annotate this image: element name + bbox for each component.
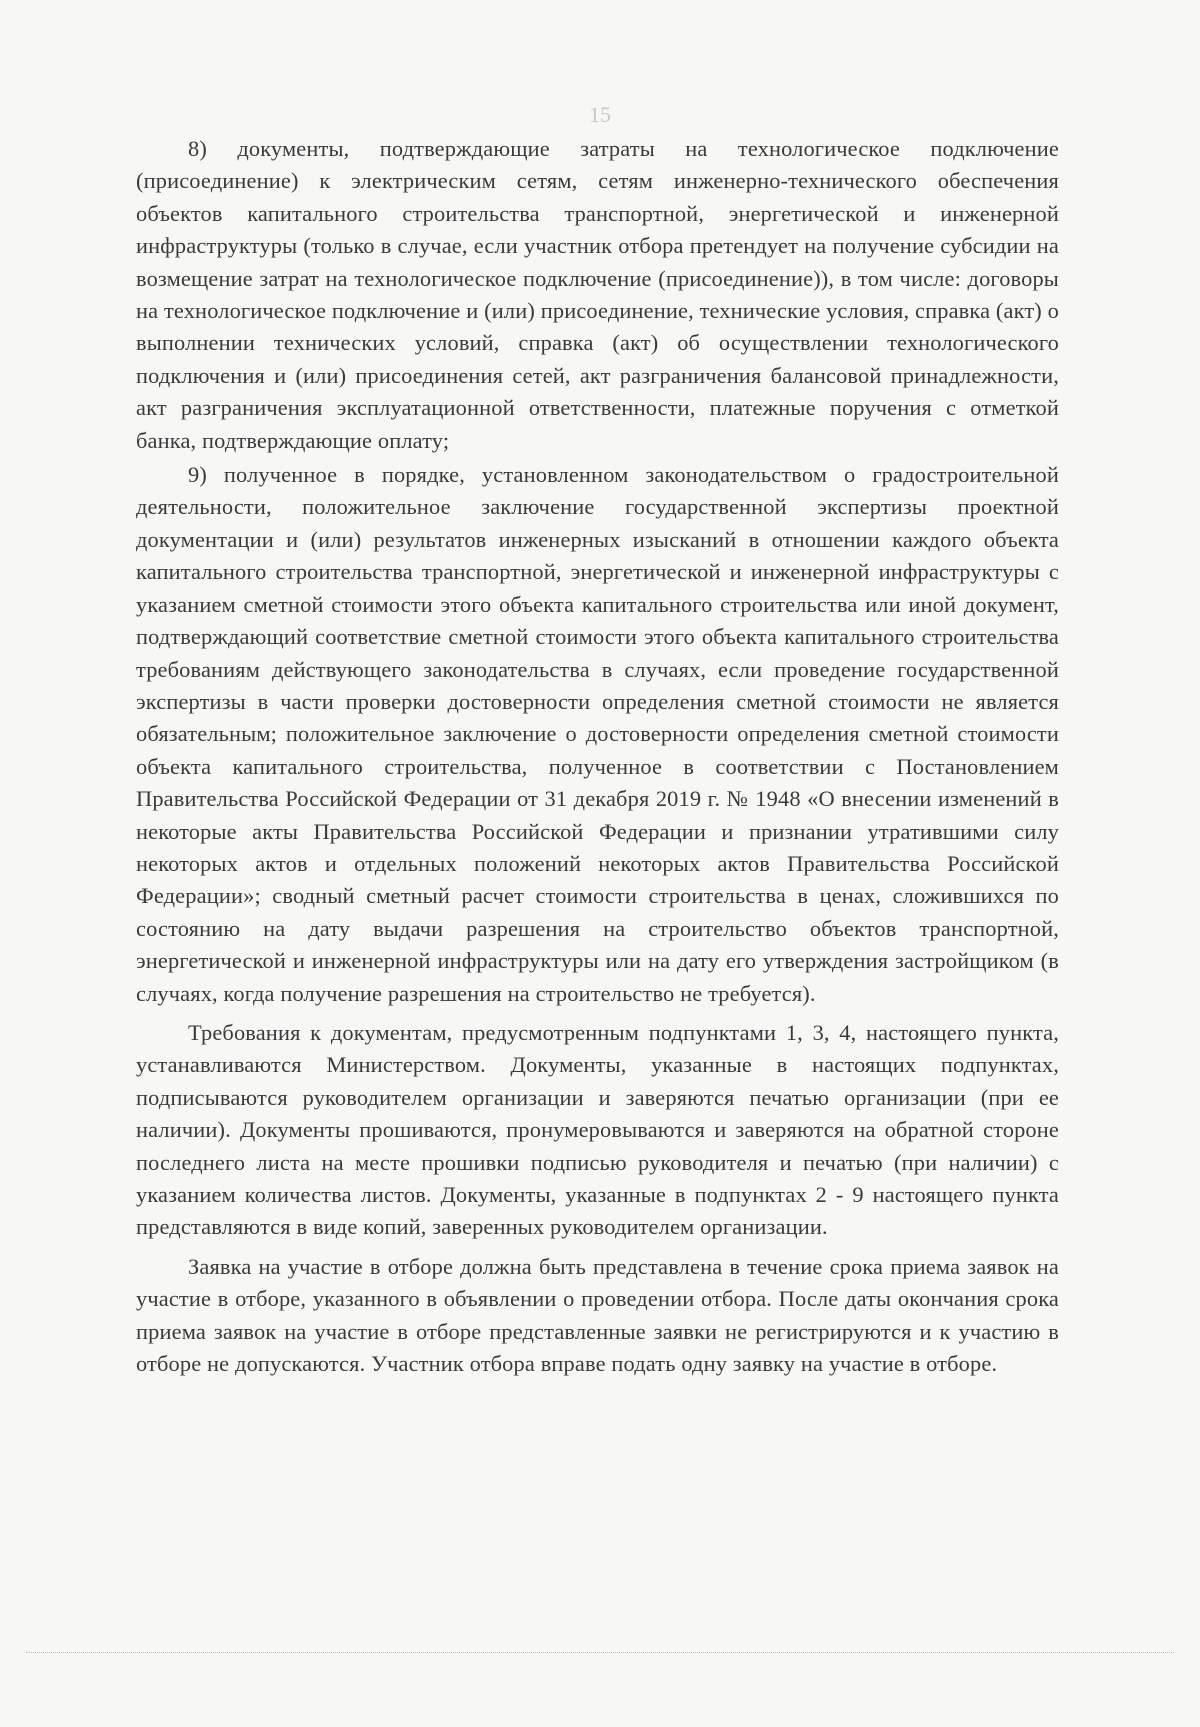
paragraph-item-8: 8) документы, подтверждающие затраты на технологическое подключение (присоединение) к электрическим сетям, сетям инженерно-технического обеспечения объектов капитального строительства транспортной, энергетической и инженерной инфраструктуры (только в случае, если участник отбора претендует на получение субсидии на возмещение затрат на технологическое подключение (присоединение)), в том числе: договоры на технологическое подключение и (или) присоединение, технические условия, справка (акт) о выполнении технических условий, справка (акт) об осуществлении технологического подключения и (или) присоединения сетей, акт разграничения балансовой принадлежности, акт разграничения эксплуатационной ответственности, платежные поручения с отметкой банка, подтверждающие оплату; <box>136 136 1059 453</box>
paragraph-application-deadline: Заявка на участие в отборе должна быть представлена в течение срока приема заявок на участие в отборе, указанного в объявлении о проведении отбора. После даты окончания срока приема заявок на участие в отборе представленные заявки не регистрируются и к участию в отборе не допускаются. Участник отбора вправе подать одну заявку на участие в отборе. <box>136 1253 1059 1377</box>
document-body <box>136 133 1059 1380</box>
page-number: 15 <box>589 102 611 127</box>
paragraph-item-9: 9) полученное в порядке, установленном законодательством о градостроительной деятельности, положительное заключение государственной экспертизы проектной документации и (или) результатов инженерных изысканий в отношении каждого объекта капитального строительства транспортной, энергетической и инженерной инфраструктуры с указанием сметной стоимости этого объекта капитального строительства или иной документ, подтверждающий соответствие сметной стоимости этого объекта капитального строительства требованиям действующего законодательства в случаях, если проведение государственной экспертизы в части проверки достоверности определения сметной стоимости не является обязательным; положительное заключение о достоверности определения сметной стоимости объекта капитального строительства, полученное в соответствии с Постановлением Правительства Российской Федерации от 31 декабря 2019 г. № 1948 «О внесении изменений в некоторые акты Правительства Российской Федерации и признании утратившими силу некоторых актов и отдельных положений некоторых актов Правительства Российской Федерации»; сводный сметный расчет стоимости строительства в ценах, сложившихся по состоянию на дату выдачи разрешения на строительство объектов транспортной, энергетической и инженерной инфраструктуры или на дату его утверждения застройщиком (в случаях, когда получение разрешения на строительство не требуется). <box>136 462 1059 1006</box>
scan-edge-line <box>26 1652 1174 1653</box>
paragraph-requirements: Требования к документам, предусмотренным подпунктами 1, 3, 4, настоящего пункта, устанавливаются Министерством. Документы, указанные в настоящих подпунктах, подписываются руководителем организации и заверяются печатью организации (при ее наличии). Документы прошиваются, пронумеровываются и заверяются на обратной стороне последнего листа на месте прошивки подписью руководителя и печатью (при наличии) с указанием количества листов. Документы, указанные в подпунктах 2 - 9 настоящего пункта представляются в виде копий, заверенных руководителем организации. <box>136 1019 1059 1240</box>
